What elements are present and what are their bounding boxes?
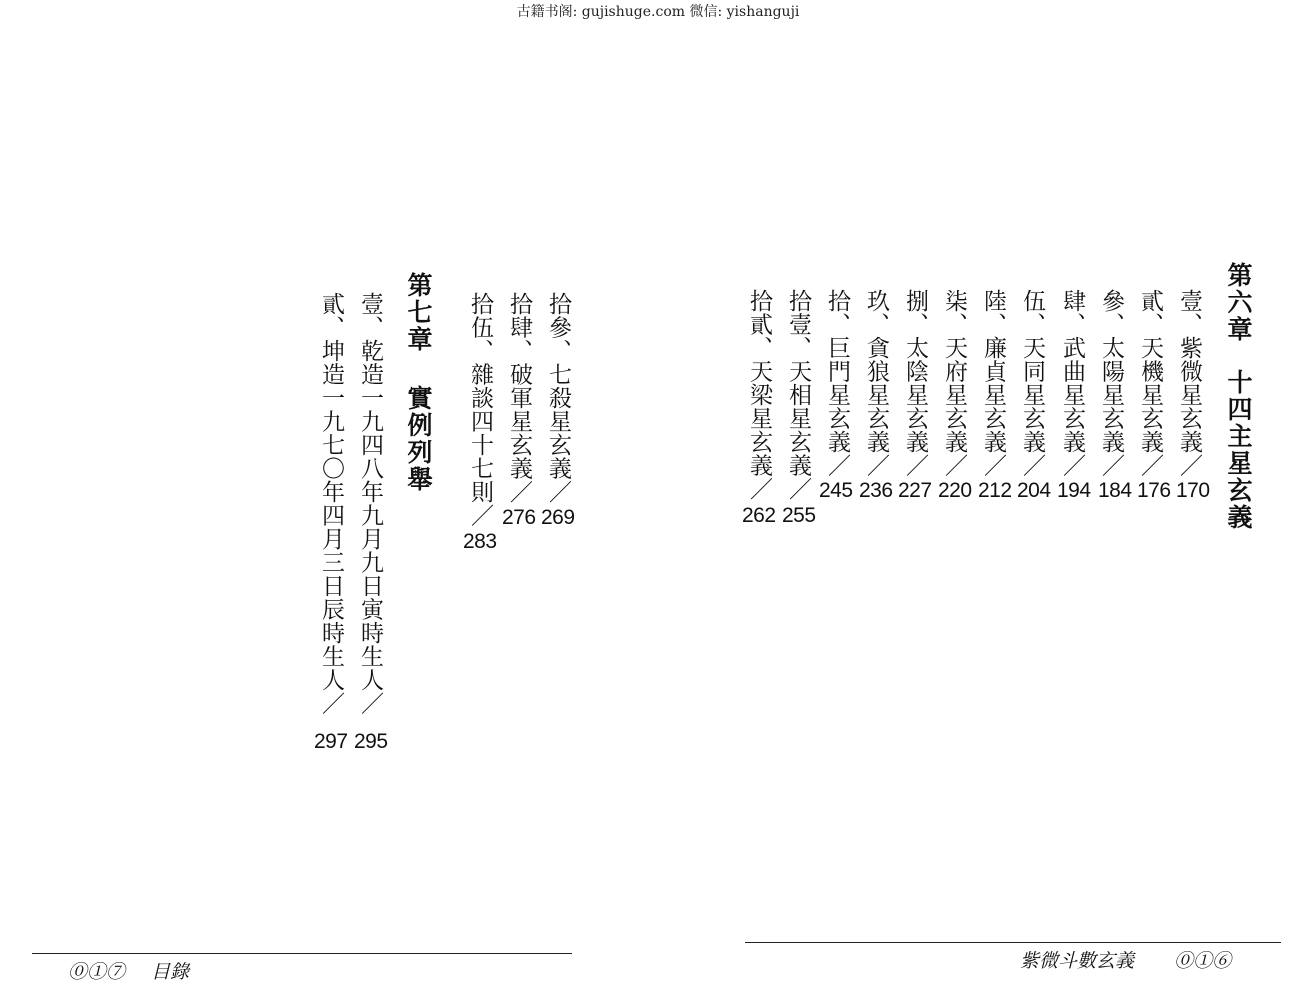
- toc-entry-label: 拾貳、天梁星玄義／: [746, 289, 772, 501]
- chapter-6-heading: [1226, 262, 1251, 531]
- toc-entry-10: [825, 289, 848, 477]
- toc-entry-8: [903, 289, 926, 477]
- toc-entry-label: 拾參、七殺星玄義／: [545, 292, 571, 504]
- chapter-7-heading: [406, 272, 431, 493]
- toc-entry-page: 276: [502, 506, 536, 529]
- toc-entry-page: 245: [819, 479, 853, 502]
- toc-entry-15: [468, 292, 491, 527]
- toc-entry-page: 295: [354, 730, 388, 753]
- toc-entry-3: [1099, 289, 1122, 477]
- toc-entry-page: 255: [782, 504, 816, 527]
- toc-entry-page: 297: [314, 730, 348, 753]
- toc-entry-page: 227: [898, 479, 932, 502]
- left-page-number: ⓪①⑦: [68, 961, 126, 983]
- toc-entry-page: 262: [742, 504, 776, 527]
- toc-entry-label: 參、太陽星玄義／: [1098, 289, 1124, 477]
- toc-entry-page: 269: [541, 506, 575, 529]
- chapter-7-title: 實例列舉: [404, 385, 433, 493]
- toc-entry-label: 拾伍、雜談四十七則／: [467, 292, 493, 527]
- toc-entry-9: [864, 289, 887, 477]
- toc-entry-11: [786, 289, 809, 501]
- chapter-7-label: 第七章: [404, 272, 433, 353]
- left-footer: [68, 957, 189, 984]
- toc-entry-label: 貳、坤造一九七〇年四月三日辰時生人／: [318, 292, 344, 715]
- right-page-number: ⓪①⑥: [1174, 950, 1232, 972]
- toc-entry-label: 壹、乾造一九四八年九月九日寅時生人／: [357, 292, 383, 715]
- toc-entry-label: 伍、天同星玄義／: [1019, 289, 1045, 477]
- toc-entry-6: [981, 289, 1004, 477]
- toc-entry-label: 柒、天府星玄義／: [941, 289, 967, 477]
- toc-entry-14: [507, 292, 530, 504]
- right-footer-rule: [745, 942, 1281, 943]
- toc-entry-label: 陸、廉貞星玄義／: [980, 289, 1006, 477]
- toc-entry-page: 194: [1057, 479, 1091, 502]
- toc-entry-label: 捌、太陰星玄義／: [902, 289, 928, 477]
- toc-entry-label: 貳、天機星玄義／: [1137, 289, 1163, 477]
- toc-entry-13: [546, 292, 569, 504]
- toc-entry-5: [1020, 289, 1043, 477]
- toc-entry-label: 拾肆、破軍星玄義／: [506, 292, 532, 504]
- toc-entry-page: 170: [1176, 479, 1210, 502]
- toc-entry-page: 283: [463, 530, 497, 553]
- toc-entry-page: 236: [859, 479, 893, 502]
- toc-entry-page: 220: [938, 479, 972, 502]
- right-footer: [1020, 946, 1231, 973]
- toc-entry-label: 拾、巨門星玄義／: [824, 289, 850, 477]
- toc-entry-label: 玖、貪狼星玄義／: [863, 289, 889, 477]
- toc-entry-page: 184: [1098, 479, 1132, 502]
- toc-entry-page: 176: [1137, 479, 1171, 502]
- watermark: 古籍书阁: gujishuge.com 微信: yishanguji: [516, 4, 800, 20]
- toc-entry-label: 肆、武曲星玄義／: [1059, 289, 1085, 477]
- toc-entry-label: 壹、紫微星玄義／: [1176, 289, 1202, 477]
- toc-entry-12: [747, 289, 770, 501]
- toc-entry-2: [1138, 289, 1161, 477]
- chapter-6-title: 十四主星玄義: [1224, 369, 1253, 531]
- toc-entry-16: [358, 292, 381, 715]
- toc-entry-4: [1060, 289, 1083, 477]
- toc-entry-page: 212: [978, 479, 1012, 502]
- toc-entry-17: [319, 292, 342, 715]
- toc-entry-1: [1177, 289, 1200, 477]
- right-footer-title: 紫微斗數玄義: [1020, 950, 1135, 972]
- left-footer-title: 目錄: [151, 961, 190, 983]
- toc-entry-7: [942, 289, 965, 477]
- left-footer-rule: [32, 953, 572, 954]
- toc-entry-label: 拾壹、天相星玄義／: [785, 289, 811, 501]
- chapter-6-label: 第六章: [1224, 262, 1253, 343]
- toc-entry-page: 204: [1017, 479, 1051, 502]
